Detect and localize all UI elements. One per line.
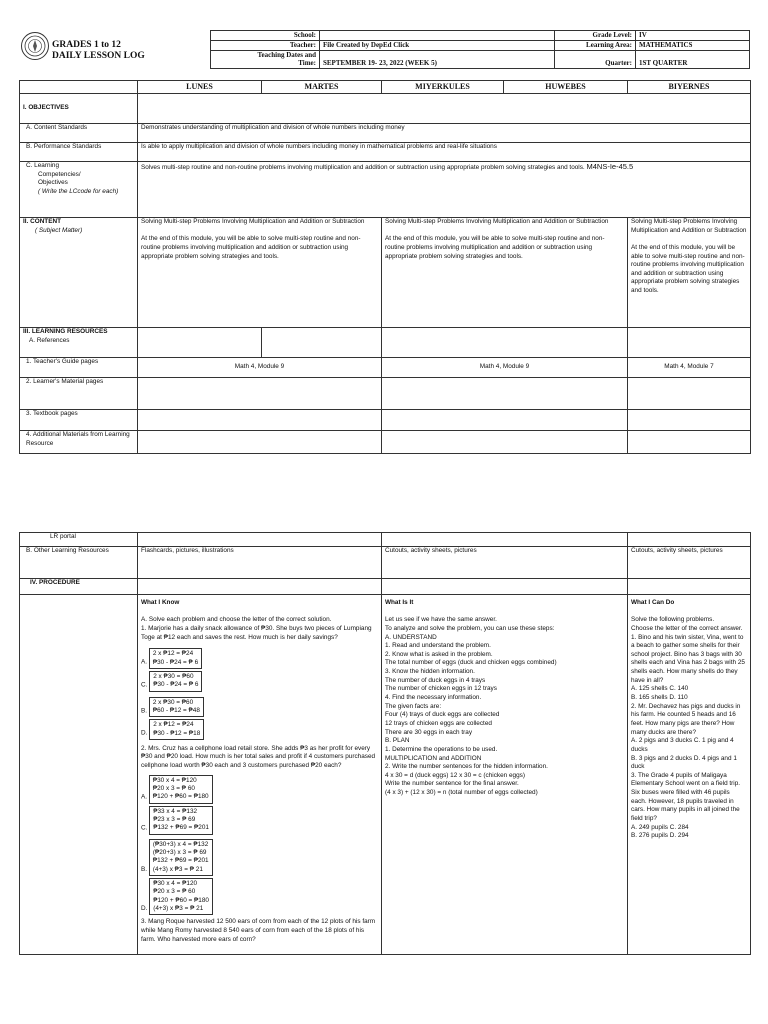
area-value: MATHEMATICS [636,40,750,50]
wed-line: 1. Determine the operations to be used. [385,745,498,753]
procedure-title: IV. PROCEDURE [20,579,138,595]
wed-line: B. PLAN [385,737,410,745]
am-label: 4. Additional Materials from Learning Resource [20,431,138,454]
fri-line: 3. The Grade 4 pupils of Maligaya Elementary School went on a field trip. Six buses were filled with 46 pupils each. However, 18 pupils traveled in cars. How many pupils in all joined the field trip? [631,771,741,823]
lr-portal-label: LR portal [20,533,138,547]
day-miyerkules: MIYERKULES [382,81,504,94]
fri-line: Solve the following problems. [631,616,715,624]
q1-b-box [149,697,204,718]
wed-line: Four (4) trays of duck eggs are collected [385,711,500,719]
q2-b-box [149,839,213,876]
content-fri-title: Solving Multi-step Problems Involving Multiplication and Addition or Subtraction [631,218,747,234]
resources-title: III. LEARNING RESOURCES [23,328,108,335]
mon-intro: A. Solve each problem and choose the letter of the correct solution. [141,616,332,624]
q2a-line3: ₱120 + ₱60 = ₱180 [152,793,209,801]
q2-d-box [149,878,213,915]
grade-label: Grade Level: [555,31,636,41]
fri-line: A. 249 pupils C. 284 [631,823,689,831]
title-line-2: DAILY LESSON LOG [52,51,145,61]
tg-fri: Math 4, Module 7 [628,358,751,378]
q1-b-letter: B. [141,706,148,714]
q2d-line3: ₱120 + ₱60 = ₱180 [153,896,209,904]
tg-mon: Math 4, Module 9 [138,358,382,378]
content-mon-title: Solving Multi-step Problems Involving Multiplication and Addition or Subtraction [141,218,365,225]
school-label: School: [211,31,320,41]
other-resources-label: B. Other Learning Resources [20,547,138,579]
wed-line: A. UNDERSTAND [385,633,437,641]
competencies-desc: Solves multi-step routine and non-routine problems involving multiplication and addition or subtraction using appropriate problem solving strategies and tools. [141,164,585,171]
dates-label-2: Time: [298,59,316,68]
wed-line: 2. Write the number sentences for the hidden information. [385,763,548,771]
dates-value: SEPTEMBER 19- 23, 2022 (WEEK 5) [320,50,555,69]
wed-line: 1. Read and understand the problem. [385,642,491,650]
lesson-table-page2 [19,532,751,955]
q1c-line1: 2 x ₱30 = ₱60 [153,672,194,680]
q1-option-c[interactable] [141,670,261,693]
q2b-line2: (₱20+3) x 3 = ₱ 69 [152,849,207,857]
content-wed-body: At the end of this module, you will be able to solve multi-step routine and non-routine problems involving multiplication and addition or subtraction using appropriate problem solving strategies and tools. [385,235,605,260]
tb-label: 3. Textbook pages [20,410,138,431]
q2d-line4: (4+3) x ₱3 = ₱ 21 [153,905,204,913]
q1-option-a[interactable] [141,647,261,670]
dates-label-1: Teaching Dates and [257,50,316,59]
tg-label: 1. Teacher's Guide pages [20,358,138,378]
q1a-line1: 2 x ₱12 = ₱24 [152,650,194,658]
q2-d-letter: D. [141,905,148,913]
wed-line: The number of duck eggs in 4 trays [385,676,486,684]
q2-options-row2 [141,838,378,917]
q1-d-box [149,719,204,740]
teacher-value: File Created by DepEd Click [320,40,555,50]
wed-line: There are 30 eggs in each tray [385,728,473,736]
competencies-label-4: ( Write the LCcode for each) [38,187,119,195]
deped-seal-icon [24,35,46,57]
other-mon: Flashcards, pictures, illustrations [138,547,382,579]
q2-option-d[interactable] [141,877,261,916]
procedure-mon [138,595,382,955]
fri-line: Choose the letter of the correct answer. [631,624,743,632]
wed-line: 3. Know the hidden information. [385,668,475,676]
q2a-line2: ₱20 x 3 = ₱ 60 [152,785,195,793]
q2-option-c[interactable] [141,805,261,836]
q2-b-letter: B. [141,865,148,873]
mon-q3: 3. Mang Roque harvested 12 500 ears of corn from each of the 12 plots of his farm while Mang Romy harvested 8 540 ears of corn from each of the 18 plots of his farm. Who harvested more ears of corn? [141,918,376,943]
content-standards-text: Demonstrates understanding of multiplication and division of whole numbers including money [138,124,751,143]
content-sub: ( Subject Matter) [35,226,83,234]
wed-line: 4. Find the necessary information. [385,694,482,702]
wed-line: MULTIPLICATION and ADDITION [385,754,482,762]
q1-option-d[interactable] [141,718,261,741]
q1d-line1: 2 x ₱12 = ₱24 [153,721,194,729]
q2-a-box [149,775,213,804]
wed-line: To analyze and solve the problem, you can use these steps: [385,624,555,632]
fri-line: B. 165 shells D. 110 [631,694,688,702]
q2-option-b[interactable] [141,838,261,877]
day-biyernes: BIYERNES [628,81,751,94]
q1b-line2: ₱60 - ₱12 = ₱48 [152,706,200,714]
content-fri-body: At the end of this module, you will be able to solve multi-step routine and non-routine problems involving multiplication and addition or subtraction using appropriate problem solving strategies and tools. [631,243,745,295]
teacher-label: Teacher: [211,40,320,50]
q2c-line1: ₱33 x 4 = ₱132 [153,807,198,815]
days-blank [20,81,138,94]
q1-a-box [149,648,202,669]
mon-q2: 2. Mrs. Cruz has a cellphone load retail store. She adds ₱3 as her profit for every ₱30 and ₱20 load. How much is her total sales and profit if 4 customers purchased cellphone load worth ₱30 each and 3 customers purchased ₱20 each? [141,744,376,770]
q2b-line3: ₱132 + ₱69 = ₱201 [152,857,209,865]
fri-line: A. 125 shells C. 140 [631,685,689,693]
objectives-title: I. OBJECTIVES [20,94,138,124]
header-title [52,40,145,62]
competencies-code: M4NS-Ie-45.5 [586,162,634,171]
wed-lines [385,616,624,797]
wed-line: 4 x 30 = d (duck eggs) 12 x 30 = c (chicken eggs) [385,771,525,779]
wed-line: Write the number sentence for the final answer. [385,780,519,788]
day-huwebes: HUWEBES [504,81,628,94]
q2-option-a[interactable] [141,774,261,805]
fri-lines [631,616,747,841]
q2d-line1: ₱30 x 4 = ₱120 [153,880,198,888]
quarter-label: Quarter: [555,50,636,69]
fri-line: 2. Mr. Dechavez has pigs and ducks in his farm. He counted 5 heads and 16 feet. How many pigs are there? How many ducks are there? [631,702,741,736]
area-label: Learning Area: [555,40,636,50]
q1b-line1: 2 x ₱30 = ₱60 [152,698,194,706]
dates-label [211,50,320,69]
q2-options-row1 [141,774,378,836]
content-title: II. CONTENT [23,218,61,225]
fri-line: 1. Bino and his twin sister, Vina, went to a beach to gather some shells for their school project. Bino has 3 bags with 30 shells each and Vina has 2 bags with 25 shells each. How many shells do they have in all? [631,633,745,684]
q2d-line2: ₱20 x 3 = ₱ 60 [153,888,196,896]
days-row [20,81,751,94]
tg-wed: Math 4, Module 9 [382,358,628,378]
q1-c-box [149,671,202,692]
header-info-table [210,30,750,69]
q1a-line2: ₱30 - ₱24 = ₱ 6 [152,658,199,666]
procedure-fri [628,595,751,955]
q2a-line1: ₱30 x 4 = ₱120 [152,776,197,784]
q2b-line1: (₱30+3) x 4 = ₱132 [152,840,209,848]
q2-a-letter: A. [141,793,148,801]
competencies-label-2: Competencies/ [38,170,81,178]
wed-line: The given facts are: [385,702,442,710]
q2c-line3: ₱132 + ₱69 = ₱201 [153,824,209,832]
q2c-line2: ₱23 x 3 = ₱ 69 [153,816,196,824]
q1-options-row2 [141,696,378,741]
wed-line: The total number of eggs (duck and chicken eggs combined) [385,659,557,667]
content-mon-body: At the end of this module, you will be able to solve multi-step routine and non-routine problems involving multiplication and addition or subtraction using appropriate problem solving strategies and tools. [141,235,361,260]
fri-line: B. 3 pigs and 2 ducks D. 4 pigs and 1 duck [631,754,737,771]
other-fri: Cutouts, activity sheets, pictures [628,547,751,579]
lesson-table-page1 [19,80,751,454]
resources-refs: A. References [29,336,70,344]
fri-line: A. 2 pigs and 3 ducks C. 1 pig and 4 ducks [631,737,734,753]
procedure-wed [382,595,628,955]
day-martes: MARTES [262,81,382,94]
q1-options-row1 [141,647,378,692]
q1-option-b[interactable] [141,696,261,719]
q2-c-letter: C. [141,824,148,832]
content-wed [382,218,628,328]
mon-q1: 1. Marjorie has a daily snack allowance of ₱30. She buys two pieces of Lumpiang Toge at ₱12 each and saves the rest. How much is her daily savings? [141,624,372,641]
title-line-1: GRADES 1 to 12 [52,40,121,50]
wed-line: 12 trays of chicken eggs are collected [385,719,492,727]
wed-line: (4 x 3) + (12 x 30) = n (total number of eggs collected) [385,789,538,797]
competencies-text [138,162,751,218]
mon-heading: What I Know [141,599,180,606]
competencies-label-3: Objectives [38,179,68,187]
q1d-line2: ₱30 - ₱12 = ₱18 [153,729,201,737]
q1-d-letter: D. [141,729,148,737]
q1-a-letter: A. [141,658,148,666]
day-lunes: LUNES [138,81,262,94]
content-mon [138,218,382,328]
fri-heading: What I Can Do [631,599,675,606]
school-value [320,31,555,41]
wed-line: Let us see if we have the same answer. [385,616,497,624]
content-fri [628,218,751,328]
performance-standards-label: B. Performance Standards [20,143,138,162]
competencies-label-1: C. Learning [26,162,60,169]
lm-label: 2. Learner's Material pages [20,378,138,410]
other-wed: Cutouts, activity sheets, pictures [382,547,628,579]
fri-line: B. 276 pupils D. 294 [631,832,689,840]
grade-value: IV [636,31,750,41]
q1c-line2: ₱30 - ₱24 = ₱ 6 [153,681,199,689]
q2-c-box [149,806,213,835]
content-standards-label: A. Content Standards [20,124,138,143]
q1-c-letter: C. [141,681,148,689]
quarter-value: 1ST QUARTER [636,50,750,69]
content-wed-title: Solving Multi-step Problems Involving Multiplication and Addition or Subtraction [385,218,609,225]
performance-standards-text: Is able to apply multiplication and division of whole numbers including money in mathematical problems and real-life situations [138,143,751,162]
resources-label [20,328,138,358]
wed-line: The number of chicken eggs in 12 trays [385,685,497,693]
wed-line: 2. Know what is asked in the problem. [385,650,493,658]
wed-heading: What Is It [385,599,414,606]
header-logo [21,32,49,60]
competencies-label [20,162,138,218]
content-label [20,218,138,328]
q2b-line4: (4+3) x ₱3 = ₱ 21 [152,865,203,873]
